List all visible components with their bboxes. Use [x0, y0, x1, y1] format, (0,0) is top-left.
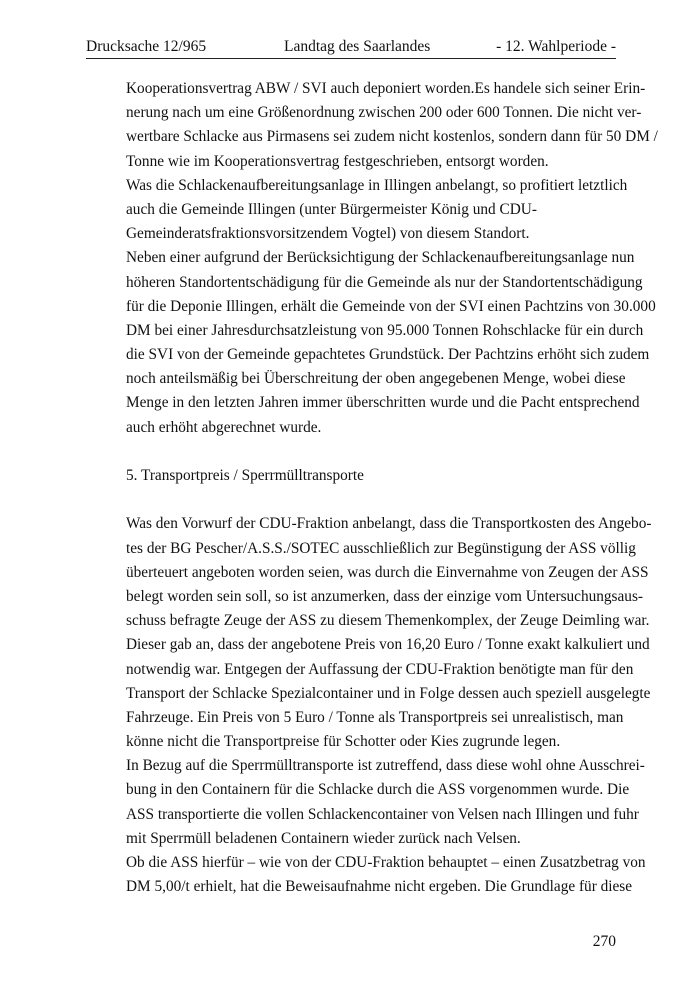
- parliament-name: Landtag des Saarlandes: [284, 38, 431, 55]
- text-line: ASS transportierte die vollen Schlackencontainer von Velsen nach Illingen und fuhr: [126, 805, 639, 823]
- text-line: Dieser gab an, dass der angebotene Preis von 16,20 Euro / Tonne exakt kalkuliert und: [126, 636, 650, 654]
- text-line: In Bezug auf die Sperrmülltransporte ist zutreffend, dass diese wohl ohne Ausschrei-: [126, 757, 645, 775]
- text-line: auch erhöht abgerechnet wurde.: [126, 418, 322, 436]
- text-line: nerung nach um eine Größenordnung zwischen 200 oder 600 Tonnen. Die nicht ver-: [126, 104, 642, 122]
- text-line: Kooperationsvertrag ABW / SVI auch deponiert worden.Es handele sich seiner Erin-: [126, 80, 646, 97]
- text-line: Neben einer aufgrund der Berücksichtigung der Schlackenaufbereitungsanlage nun: [126, 249, 635, 267]
- text-line: die SVI von der Gemeinde gepachtetes Grundstück. Der Pachtzins erhöht sich zudem: [126, 346, 650, 364]
- text-line: schuss befragte Zeuge der ASS zu diesem Themenkomplex, der Zeuge Deimling war.: [126, 612, 650, 630]
- body-text: [126, 77, 658, 899]
- text-line: Gemeinderatsfraktionsvorsitzendem Vogtel) von diesem Standort.: [126, 225, 530, 243]
- blank-line: [126, 488, 620, 512]
- text-line: auch die Gemeinde Illingen (unter Bürgermeister König und CDU-: [126, 200, 537, 218]
- text-line: höheren Standortentschädigung für die Gemeinde als nur der Standortentschädigung: [126, 273, 643, 291]
- page-header: [86, 36, 616, 59]
- text-line: wertbare Schlacke aus Pirmasens sei zudem nicht kostenlos, sondern dann für 50 DM /: [126, 128, 658, 146]
- document-number: Drucksache 12/965: [86, 38, 207, 55]
- text-line: belegt worden sein soll, so ist anzumerken, dass der einzige vom Untersuchungsaus-: [126, 587, 643, 605]
- text-line: noch anteilsmäßig bei Überschreitung der oben angegebenen Menge, wobei diese: [126, 370, 626, 388]
- text-line: Ob die ASS hierfür – wie von der CDU-Fraktion behauptet – einen Zusatzbetrag von: [126, 854, 646, 871]
- text-line: notwendig war. Entgegen der Auffassung der CDU-Fraktion benötigte man für den: [126, 660, 634, 678]
- text-line: Fahrzeuge. Ein Preis von 5 Euro / Tonne als Transportpreis sei unrealistisch, man: [126, 708, 624, 726]
- text-line: bung in den Containern für die Schlacke durch die ASS vorgenommen wurde. Die: [126, 781, 630, 799]
- text-line: Tonne wie im Kooperationsvertrag festgeschrieben, entsorgt worden.: [126, 152, 549, 170]
- text-line: könne nicht die Transportpreise für Schotter oder Kies zugrunde legen.: [126, 733, 561, 751]
- text-line: DM 5,00/t erhielt, hat die Beweisaufnahme nicht ergeben. Die Grundlage für diese: [126, 878, 633, 896]
- text-line: für die Deponie Illingen, erhält die Gemeinde von der SVI einen Pachtzins von 30.000: [126, 297, 656, 315]
- text-line: Menge in den letzten Jahren immer überschritten wurde und die Pacht entsprechend: [126, 394, 640, 412]
- text-line: überteuert angeboten worden seien, was durch die Einvernahme von Zeugen der ASS: [126, 563, 649, 581]
- text-line: DM bei einer Jahresdurchsatzleistung von 95.000 Tonnen Rohschlacke für ein durch: [126, 321, 644, 339]
- text-line: Was den Vorwurf der CDU-Fraktion anbelangt, dass die Transportkosten des Angebo-: [126, 515, 652, 533]
- legislative-period: - 12. Wahlperiode -: [496, 38, 616, 55]
- page-number: 270: [592, 933, 616, 950]
- text-line: Was die Schlackenaufbereitungsanlage in Illingen anbelangt, so profitiert letztlich: [126, 176, 628, 194]
- section-heading: 5. Transportpreis / Sperrmülltransporte: [126, 467, 364, 484]
- text-line: mit Sperrmüll beladenen Containern wieder zurück nach Velsen.: [126, 829, 521, 847]
- blank-line: [126, 440, 620, 464]
- text-line: Transport der Schlacke Spezialcontainer und in Folge dessen auch speziell ausgelegte: [126, 684, 651, 702]
- text-line: tes der BG Pescher/A.S.S./SOTEC ausschließlich zur Begünstigung der ASS völlig: [126, 539, 636, 557]
